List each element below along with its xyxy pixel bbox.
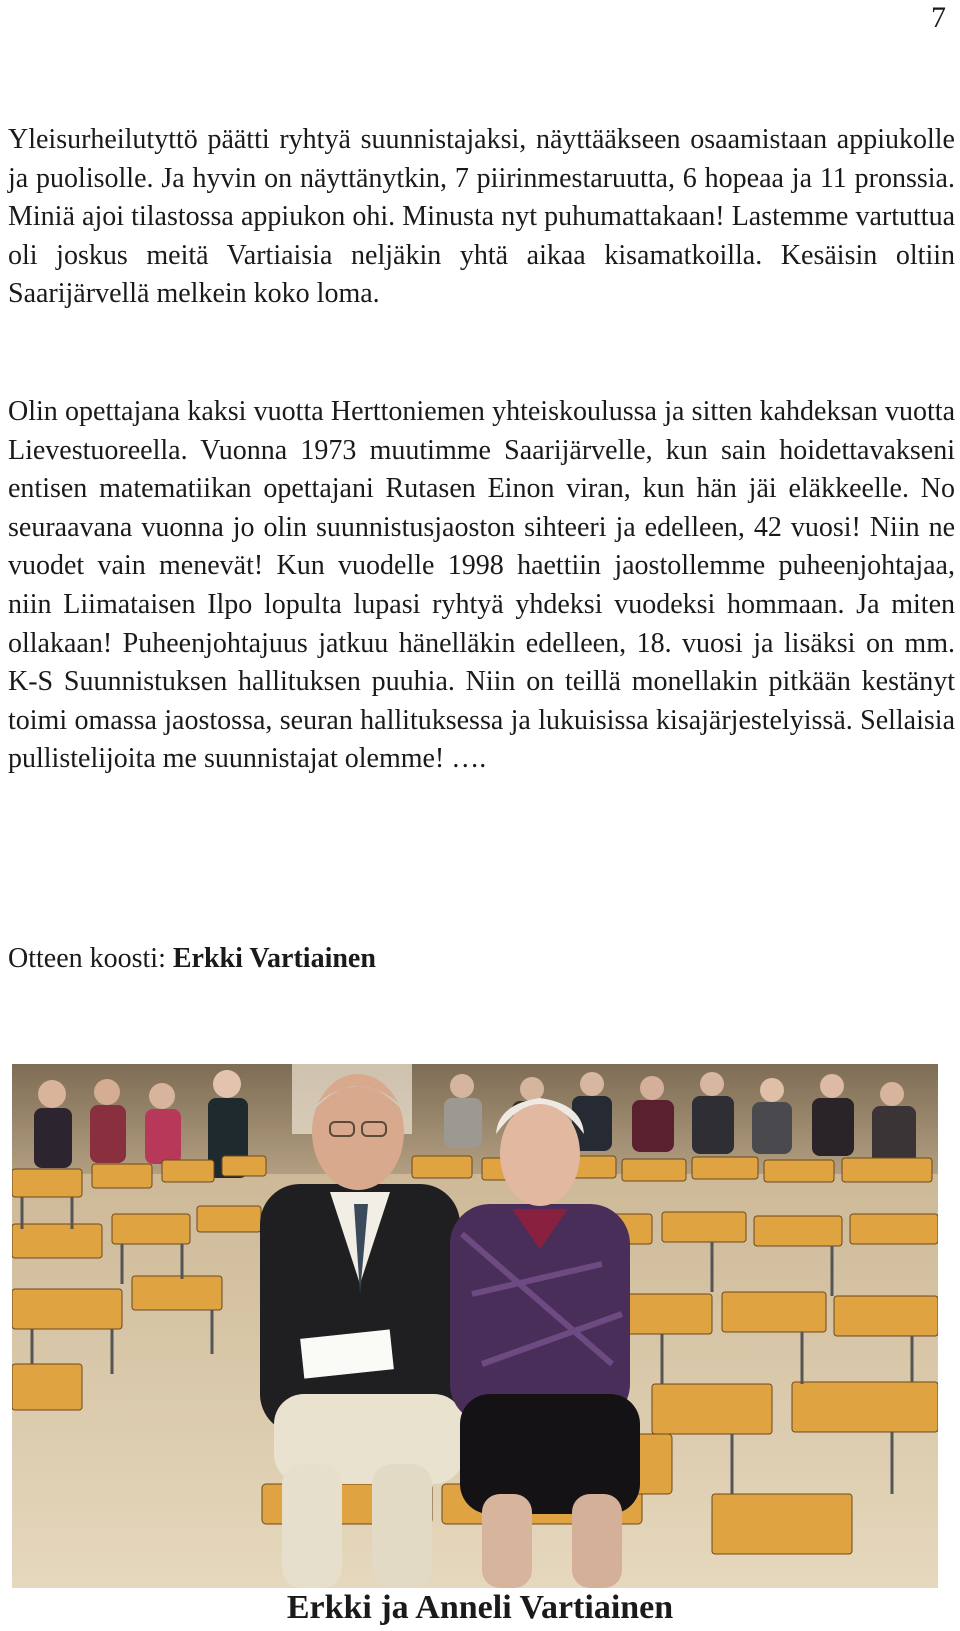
man-head: [312, 1074, 404, 1190]
credit-label: Otteen koosti:: [8, 943, 173, 974]
photo-caption: Erkki ja Anneli Vartiainen: [286, 1589, 674, 1626]
woman-head: [500, 1102, 580, 1206]
credit-name: Erkki Vartiainen: [172, 943, 376, 974]
photo-erkki-anneli: [12, 1064, 938, 1588]
credit-line: [8, 940, 376, 978]
paragraph-2: Olin opettajana kaksi vuotta Herttoniemen yhteiskoulussa ja sitten kahdeksan vuotta Lievestuoreella. Vuonna 1973 muutimme Saarijärvelle, kun sain hoidettavakseni entisen matematiikan opettajani Rutasen Einon viran, kun hän jäi eläkkeelle. No seuraavana vuonna jo olin suunnistusjaoston sihteeri ja edelleen, 42 vuosi! Niin ne vuodet vain menevät! Kun vuodelle 1998 haettiin jaostollemme puheenjohtajaa, niin Liimataisen Ilpo lopulta lupasi ryhtyä yhdeksi vuodeksi hommaan. Ja miten ollakaan! Puheenjohtajuus jatkuu hänelläkin edelleen, 18. vuosi ja lisäksi on mm. K-S Suunnistuksen hallituksen puuhia. Niin on teillä monellakin pitkään kestänyt toimi omassa jaostossa, seuran hallituksessa ja lukuisissa kisajärjestelyissä. Sellaisia pullistelijoita me suunnistajat olemme! ….: [8, 396, 955, 775]
paragraph-1: Yleisurheilutyttö päätti ryhtyä suunnistajaksi, näyttääkseen osaamistaan appiukolle ja puolisolle. Ja hyvin on näyttänytkin, 7 piirinmestaruutta, 6 hopeaa ja 11 pronssia. Miniä ajoi tilastossa appiukon ohi. Minusta nyt puhumattakaan! Lastemme vartuttua oli joskus meitä Vartiaisia neljäkin yhtä aikaa kisamatkoilla. Kesäisin oltiin Saarijärvellä melkein koko loma.: [8, 124, 955, 310]
woman-skirt: [460, 1394, 640, 1514]
page-number: 7: [931, 1, 946, 34]
photo-illustration: [12, 1064, 938, 1588]
